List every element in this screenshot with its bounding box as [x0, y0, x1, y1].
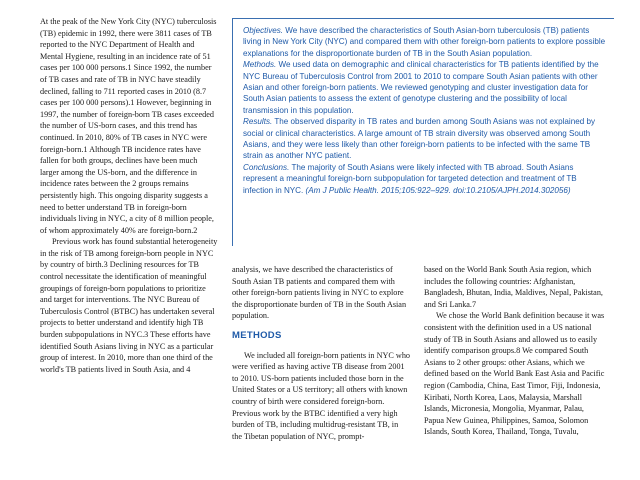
paragraph: analysis, we have described the characteristics of South Asian TB patients and compared them with other foreign-born patients living in NYC to explore the disproportionate burden of TB in the South Asian population. [232, 265, 407, 321]
left-text-column [40, 16, 218, 480]
methods-label: Methods. [243, 60, 277, 70]
abstract-box [232, 18, 614, 246]
abstract-text [243, 25, 606, 196]
paragraph: based on the World Bank South Asia region, which includes the following countries: Afghanistan, Bangladesh, Bhutan, India, Maldives, Nepal, Pakistan, and Sri Lanka.7 [424, 265, 603, 309]
citation: (Am J Public Health. 2015;105:922–929. doi:10.2105/AJPH.2014.302056) [303, 185, 571, 195]
results-text: The observed disparity in TB rates and burden among South Asians was not explained by social or clinical characteristics. A large amount of TB strain diversity was observed among South Asians, and they were less likely than other foreign-born patients to be infected with the same TB strain as another NYC patient. [243, 117, 595, 161]
methods-text: We used data on demographic and clinical characteristics for TB patients identified by the NYC Bureau of Tuberculosis Control from 2001 to 2010 to compare South Asian patients with other Asian and other foreign-born patients. We reviewed genotyping and cluster investigation data for South Asian patients to assess the extent of genotype clustering and the possibility of local transmission in this population. [243, 60, 599, 115]
section-heading: METHODS [232, 329, 282, 341]
paragraph: We chose the World Bank definition because it was consistent with the definition used in a US national study of TB in South Asians and allowed us to easily identify comparison groups.8 We compared South Asians to 2 other groups: other Asians, which we defined based on the World Bank East Asia and Pacific region (Cambodia, China, East Timor, Fiji, Indonesia, Kiribati, North Korea, Laos, Malaysia, Marshall Islands, Micronesia, Mongolia, Myanmar, Palau, Papua New Guinea, Philippines, Samoa, Solomon Islands, South Korea, Thailand, Tonga, Tuvalu, [424, 311, 605, 437]
objectives-text: We have described the characteristics of South Asian-born tuberculosis (TB) patients living in New York City (NYC) and compared them with other foreign-born patients to explore possible explanations for the disproportionate burden of TB in the South Asian population. [243, 26, 606, 58]
paragraph: We included all foreign-born patients in NYC who were verified as having active TB disease from 2001 to 2010. US-born patients included those born in the United States or a US territory; all others with known country of birth were considered foreign-born. Previous work by the BTBC identified a very high burden of TB, including multidrug-resistant TB, in the Tibetan population of NYC, prompt- [232, 350, 410, 441]
objectives-label: Objectives. [243, 26, 284, 35]
conclusions-label: Conclusions. [243, 162, 290, 172]
paragraph: At the peak of the New York City (NYC) tuberculosis (TB) epidemic in 1992, there were 3811 cases of TB reported to the NYC Department of Health and Mental Hygiene, resulting in an incidence rate of 51 cases per 100 000 persons.1 Since 1992, the number of TB cases and rate of TB in NYC have steadily declined, falling to 711 reported cases in 2010 (8.7 cases per 100 000 persons).1 However, beginning in 1997, the number of foreign-born TB cases exceeded the number of US-born cases, and this trend has continued. In 2010, 80% of TB cases in NYC were foreign-born.1 Although TB incidence rates have fallen for both groups, declines have been much larger among the US-born, and the difference in incidence rates between the 2 groups remains persistently high. This ongoing disparity suggests a need to better understand TB in foreign-born individuals living in NYC, a city of 8 million people, of whom approximately 40% are foreign-born.2 [40, 17, 217, 235]
conclusions-text: The majority of South Asians were likely infected with TB abroad. South Asians represent a meaningful foreign-born subpopulation for targeted detection and treatment of TB infection in NYC. [243, 162, 577, 195]
results-label: Results. [243, 117, 273, 127]
paragraph: Previous work has found substantial heterogeneity in the risk of TB among foreign-born people in NYC by country of birth.3 Declining resources for TB control necessitate the identification of meaningful groupings of foreign-born populations to prioritize and target for interventions. The NYC Bureau of Tuberculosis Control (BTBC) has undertaken several projects to better understand and identify high TB burden subpopulations in NYC.3 These efforts have identified South Asians living in NYC as a particular group of interest. In 2010, more than one third of the world's TB patients lived in South Asia, and 4 [40, 237, 218, 374]
right-text-column [424, 264, 606, 480]
middle-text-column [232, 264, 410, 480]
